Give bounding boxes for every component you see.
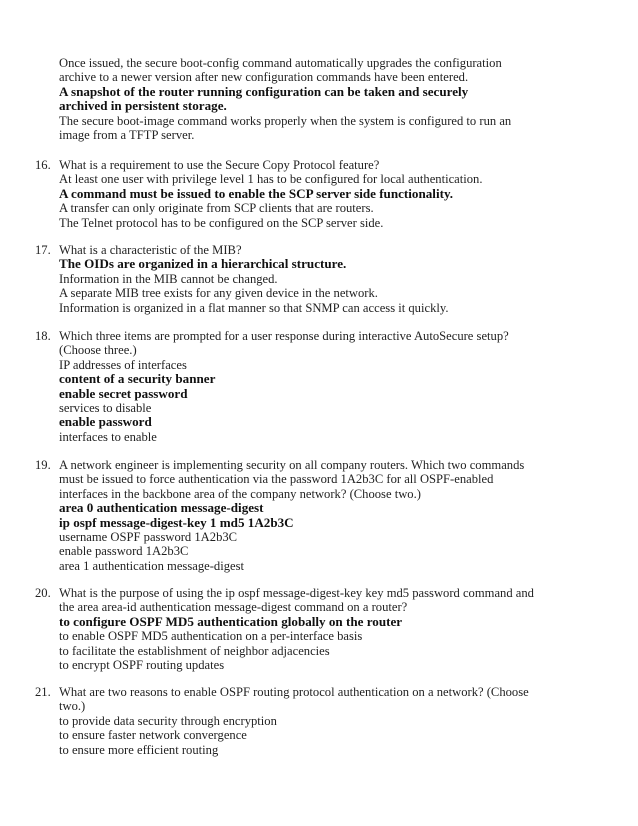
question-text: Which three items are prompted for a user response during interactive AutoSecure setup? [59, 329, 509, 343]
answer-option: A separate MIB tree exists for any given device in the network. [59, 286, 378, 301]
intro-answer-options [59, 56, 629, 142]
question-text: What is the purpose of using the ip ospf message-digest-key key md5 password command and [59, 586, 534, 600]
question-17 [35, 243, 635, 315]
question-text: What are two reasons to enable OSPF routing protocol authentication on a network? (Choose [59, 685, 529, 699]
answer-option: to provide data security through encryption [59, 713, 277, 728]
question-number: 19. [35, 458, 51, 472]
answer-line: archive to a newer version after new configuration commands have been entered. [59, 70, 469, 85]
question-number: 18. [35, 329, 51, 343]
question-text: What is a requirement to use the Secure Copy Protocol feature? [59, 158, 380, 172]
question-text: (Choose three.) [59, 343, 137, 358]
answer-option: IP addresses of interfaces [59, 357, 187, 372]
question-21 [35, 685, 635, 757]
question-20 [35, 586, 635, 673]
answer-option: services to disable [59, 401, 152, 416]
correct-answer: enable secret password [59, 385, 188, 401]
question-body [59, 329, 619, 444]
answer-option: to enable OSPF MD5 authentication on a per-interface basis [59, 629, 363, 644]
question-text: must be issued to force authentication via the password 1A2b3C for all OSPF-enabled [59, 472, 494, 487]
answer-option: to ensure more efficient routing [59, 742, 219, 757]
correct-answer-line: archived in persistent storage. [59, 98, 227, 114]
correct-answer: A command must be issued to enable the SCP server side functionality. [59, 185, 454, 201]
answer-line: The secure boot-image command works properly when the system is configured to run an [59, 113, 512, 128]
correct-answer: area 0 authentication message-digest [59, 500, 264, 516]
answer-option: interfaces to enable [59, 429, 157, 444]
correct-answer-line: A snapshot of the router running configuration can be taken and securely [59, 83, 469, 99]
answer-option: Information in the MIB cannot be changed. [59, 271, 278, 286]
question-body [59, 458, 619, 573]
question-19 [35, 458, 635, 573]
answer-option: At least one user with privilege level 1 has to be configured for local authentication. [59, 172, 483, 187]
answer-line: Once issued, the secure boot-config command automatically upgrades the configuration [59, 56, 502, 70]
question-text: two.) [59, 699, 86, 714]
question-text: What is a characteristic of the MIB? [59, 243, 242, 257]
answer-option: enable password 1A2b3C [59, 544, 189, 559]
answer-option: to facilitate the establishment of neighbor adjacencies [59, 643, 330, 658]
question-text: the area area-id authentication message-digest command on a router? [59, 600, 408, 615]
question-number: 16. [35, 158, 51, 172]
question-text: A network engineer is implementing security on all company routers. Which two commands [59, 458, 525, 472]
question-text: interfaces in the backbone area of the company network? (Choose two.) [59, 486, 421, 501]
question-number: 21. [35, 685, 51, 699]
answer-option: Information is organized in a flat manner so that SNMP can access it quickly. [59, 300, 449, 315]
question-body [59, 158, 619, 230]
correct-answer: content of a security banner [59, 371, 216, 387]
correct-answer: ip ospf message-digest-key 1 md5 1A2b3C [59, 514, 294, 530]
question-body [59, 586, 619, 672]
answer-option: area 1 authentication message-digest [59, 558, 244, 573]
answer-option: to encrypt OSPF routing updates [59, 658, 225, 673]
correct-answer: enable password [59, 414, 152, 430]
question-16 [35, 158, 635, 230]
answer-option: A transfer can only originate from SCP clients that are routers. [59, 201, 374, 216]
question-body [59, 685, 619, 757]
correct-answer: The OIDs are organized in a hierarchical structure. [59, 256, 347, 272]
answer-option: to ensure faster network convergence [59, 728, 247, 743]
question-number: 17. [35, 243, 51, 257]
answer-line: image from a TFTP server. [59, 128, 195, 143]
correct-answer: to configure OSPF MD5 authentication globally on the router [59, 613, 403, 629]
answer-option: The Telnet protocol has to be configured on the SCP server side. [59, 215, 384, 230]
question-body [59, 243, 619, 315]
question-18 [35, 329, 635, 444]
question-number: 20. [35, 586, 51, 600]
answer-option: username OSPF password 1A2b3C [59, 530, 238, 545]
